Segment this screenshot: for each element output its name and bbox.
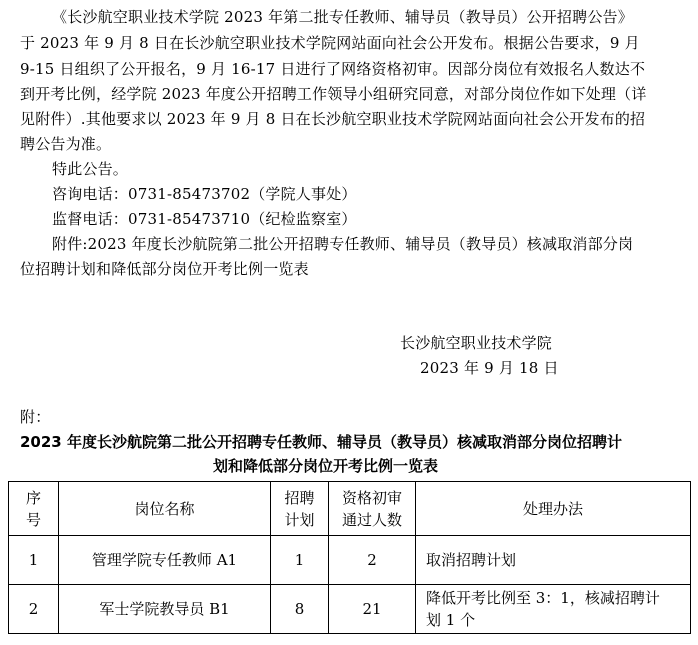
row-method-line-1: 降低开考比例至 3：1，核减招聘计	[426, 589, 660, 607]
table-row	[9, 585, 691, 634]
row-method-line-2: 划 1 个	[426, 611, 476, 629]
header-plan-line-1: 招聘	[284, 488, 315, 507]
header-plan	[271, 482, 329, 536]
row-method	[416, 536, 691, 585]
header-position: 岗位名称	[59, 482, 271, 536]
row-method	[416, 585, 691, 634]
header-passed	[329, 482, 416, 536]
row-method-line-1: 取消招聘计划	[426, 551, 517, 569]
body-line-1: 《长沙航空职业技术学院 2023 年第二批专任教师、辅导员（教导员）公开招聘公告》	[52, 8, 633, 26]
table-header-row	[9, 482, 691, 536]
row-position: 军士学院教导员 B1	[59, 585, 271, 634]
body-line-4: 到开考比例，经学院 2023 年度公开招聘工作领导小组研究同意，对部分岗位作如下处理（详	[20, 85, 647, 103]
body-line-2: 于 2023 年 9 月 8 日在长沙航空职业技术学院网站面向社会公开发布。根据公告要求，9 月	[20, 34, 640, 52]
row-plan: 1	[271, 536, 329, 585]
header-passed-line-2: 通过人数	[341, 510, 402, 529]
header-seq	[9, 482, 59, 536]
attachment-line-1: 附件:2023 年度长沙航院第二批公开招聘专任教师、辅导员（教导员）核减取消部分岗	[52, 235, 634, 253]
header-seq-line-1: 序	[25, 488, 41, 507]
header-method: 处理办法	[416, 482, 691, 536]
row-seq: 1	[9, 536, 59, 585]
supervise-phone: 监督电话：0731-85473710（纪检监察室）	[52, 210, 357, 228]
row-position: 管理学院专任教师 A1	[59, 536, 271, 585]
row-plan: 8	[271, 585, 329, 634]
appendix-title-line-1: 2023 年度长沙航院第二批公开招聘专任教师、辅导员（教导员）核减取消部分岗位招聘计	[20, 433, 622, 451]
signature-date: 2023 年 9 月 18 日	[420, 359, 559, 377]
notice-text: 特此公告。	[52, 160, 129, 178]
consult-phone: 咨询电话：0731-85473702（学院人事处）	[52, 185, 357, 203]
signature-org: 长沙航空职业技术学院	[400, 334, 553, 352]
appendix-title-line-2: 划和降低部分岗位开考比例一览表	[213, 457, 439, 475]
header-plan-line-2: 计划	[284, 510, 315, 529]
body-line-6: 聘公告为准。	[20, 135, 112, 153]
row-passed: 2	[329, 536, 416, 585]
body-line-5: 见附件）.其他要求以 2023 年 9 月 8 日在长沙航空职业技术学院网站面向社会公开发布的招	[20, 110, 646, 128]
row-seq: 2	[9, 585, 59, 634]
body-line-3: 9-15 日组织了公开报名，9 月 16-17 日进行了网络资格初审。因部分岗位有效报名人数达不	[20, 60, 646, 78]
appendix-table	[8, 481, 691, 634]
header-seq-line-2: 号	[25, 510, 41, 529]
appendix-label: 附：	[20, 408, 51, 426]
header-passed-line-1: 资格初审	[341, 488, 402, 507]
attachment-line-2: 位招聘计划和降低部分岗位开考比例一览表	[20, 260, 309, 278]
row-passed: 21	[329, 585, 416, 634]
table-row	[9, 536, 691, 585]
